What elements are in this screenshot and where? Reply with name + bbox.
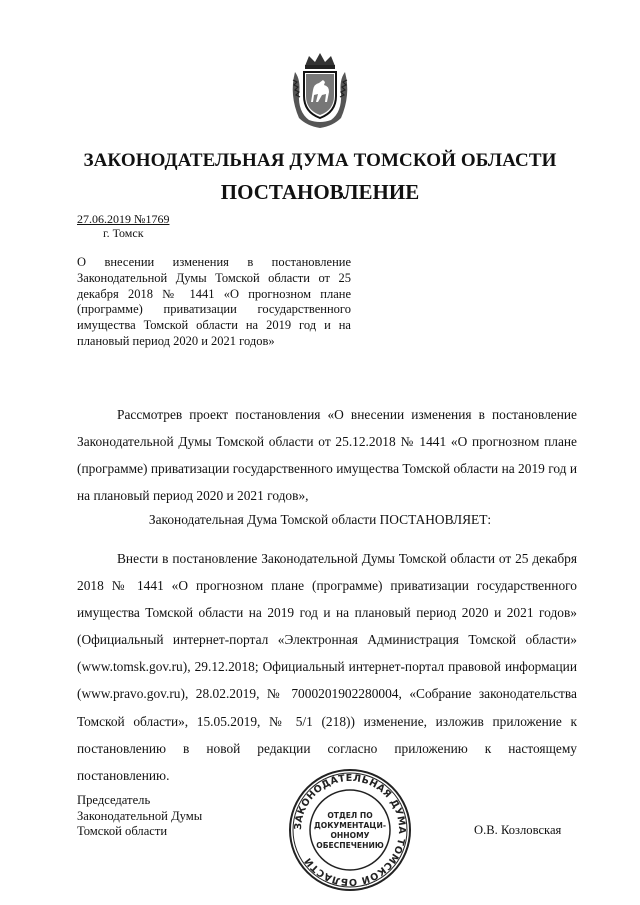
signatory-title xyxy=(77,793,202,840)
document-type-title: ПОСТАНОВЛЕНИЕ xyxy=(220,180,420,204)
organization-title: ЗАКОНОДАТЕЛЬНАЯ ДУМА ТОМСКОЙ ОБЛАСТИ xyxy=(83,150,557,171)
document-subject: О внесении изменения в постановление Законодательной Думы Томской области от 25 декабря 2018 № 1441 «О прогнозном плане (программе) приватизации государственного имущества Томской области на 2019 год и на плановый период 2020 и 2021 годов» xyxy=(77,255,351,348)
resolution-body-paragraph: Внести в постановление Законодательной Думы Томской области от 25 декабря 2018 № 1441 «О прогнозном плане (программе) приватизации государственного имущества Томской области на 2019 год и на плановый период 2020 и 2021 годов» (Официальный интернет-портал «Электронная Администрация Томской области» (www.tomsk.gov.ru), 29.12.2018; Официальный интернет-портал правовой информации (www.pravo.gov.ru), 28.02.2019, № 7000201902280004, «Собрание законодательства Томской области», 15.05.2019, № 5/1 (218)) изменение, изложив приложение к постановлению в новой редакции согласно приложению к настоящему постановлению. xyxy=(77,551,577,783)
signatory-title-line: Законодательной Думы xyxy=(77,808,203,823)
date-and-number: 27.06.2019 №1769 xyxy=(77,212,170,226)
stamp-ring-text: ЗАКОНОДАТЕЛЬНАЯ ДУМА ТОМСКОЙ ОБЛАСТИ xyxy=(292,772,408,888)
city: г. Томск xyxy=(103,226,144,240)
resolution-clause: Законодательная Дума Томской области ПОСТАНОВЛЯЕТ: xyxy=(148,512,492,527)
stamp-center-line: ОБЕСПЕЧЕНИЮ xyxy=(316,841,384,850)
signatory-title-line: Томской области xyxy=(77,824,168,838)
signatory-title-line: Председатель xyxy=(77,793,151,807)
preamble-paragraph: Рассмотрев проект постановления «О внесении изменения в постановление Законодательной Думы Томской области от 25.12.2018 № 1441 «О прогнозном плане (программе) приватизации государственного имущества Томской области на 2019 год и на плановый период 2020 и 2021 годов», xyxy=(77,407,577,504)
stamp-center-line: ОННОМУ xyxy=(330,831,370,840)
stamp-center-line: ДОКУМЕНТАЦИ- xyxy=(314,821,386,830)
signatory-name: О.В. Козловская xyxy=(474,823,562,837)
stamp-center-line: ОТДЕЛ ПО xyxy=(327,811,373,820)
official-stamp xyxy=(288,768,412,892)
tomsk-region-coat-of-arms-icon xyxy=(287,50,353,130)
